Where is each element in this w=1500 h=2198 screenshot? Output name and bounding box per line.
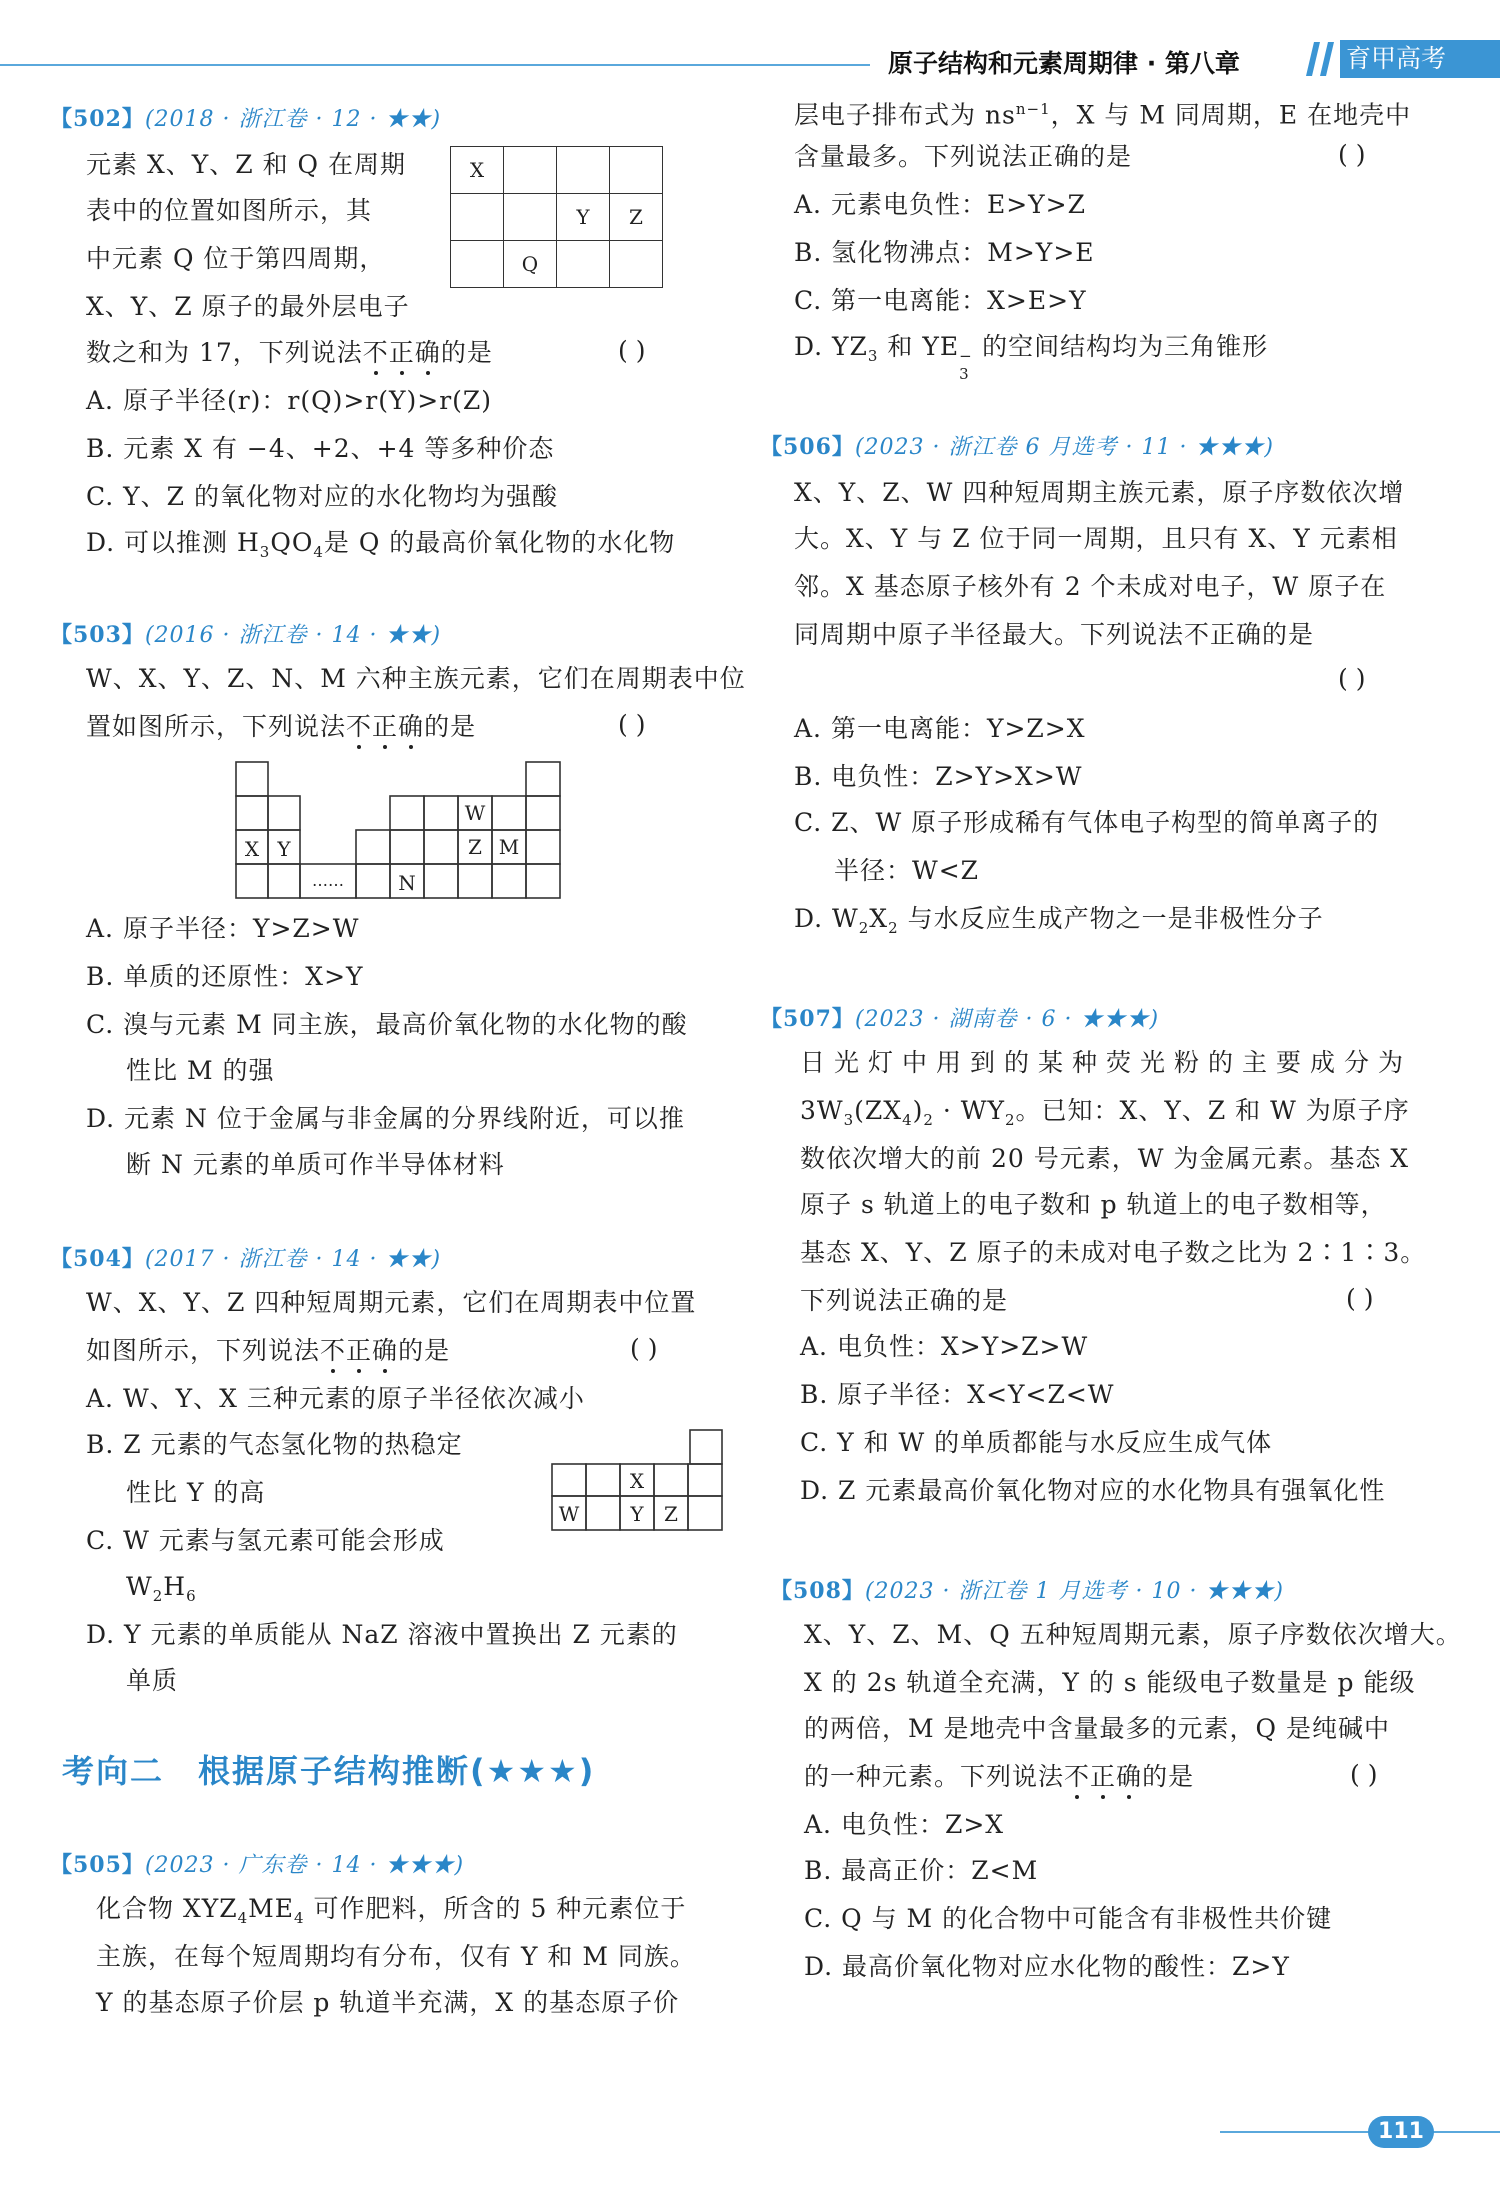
q503-option-b: B. 单质的还原性：X>Y [86,962,364,991]
q505-line-5: 含量最多。下列说法正确的是 [794,142,1133,171]
q506-option-b: B. 电负性：Z>Y>X>W [794,762,1083,791]
q503-option-c-1: C. 溴与元素 M 同主族，最高价氧化物的水化物的酸 [86,1010,688,1039]
table-cell [504,194,557,241]
page-number: 111 [1368,2116,1434,2148]
cell-x: X [244,837,260,861]
question-508-header: 【508】(2023 · 浙江卷 1 月选考 · 10 · ★★★) [770,1578,1285,1604]
table-cell [557,147,610,194]
q506-line-3: 邻。X 基态原子核外有 2 个未成对电子，W 原子在 [794,572,1387,601]
q503-option-d-2: 断 N 元素的单质可作半导体材料 [126,1150,505,1179]
cell-n: N [398,871,416,895]
table-row [451,194,663,241]
q506-line-1: X、Y、Z、W 四种短周期主族元素，原子序数依次增 [794,478,1405,507]
q505-option-a: A. 元素电负性：E>Y>Z [794,190,1086,219]
q502-option-c: C. Y、Z 的氧化物对应的水化物均为强酸 [86,482,558,511]
table-cell: Q [504,241,557,288]
table-cell [451,241,504,288]
section-heading: 考向二 根据原子结构推断(★★★) [62,1752,596,1790]
q504-line-1: W、X、Y、Z 四种短周期元素，它们在周期表中位置 [86,1288,697,1317]
table-cell: X [451,147,504,194]
q504-option-b-2: 性比 Y 的高 [126,1478,266,1507]
q505-option-c: C. 第一电离能：X>E>Y [794,286,1087,315]
q505-line-3: Y 的基态原子价层 p 轨道半充满，X 的基态原子价 [96,1988,680,2017]
q503-line-2: 置如图所示，下列说法不正确的是 [86,710,476,744]
q507-option-a: A. 电负性：X>Y>Z>W [800,1332,1089,1361]
question-507-header: 【507】(2023 · 湖南卷 · 6 · ★★★) [760,1006,1160,1032]
q507-line-3: 数依次增大的前 20 号元素，W 为金属元素。基态 X [800,1144,1410,1173]
table-cell: Z [610,194,663,241]
header-rule [0,64,870,66]
q505-option-d: D. $YZ_3$ 和 YE − 3 的空间结构均为三角锥形 [794,332,1269,383]
q507-line-4: 原子 s 轨道上的电子数和 p 轨道上的电子数相等， [800,1190,1387,1219]
table-cell [451,194,504,241]
q505-line-2: 主族，在每个短周期均有分布，仅有 Y 和 M 同族。 [96,1942,696,1971]
cell-w: W [464,801,486,825]
q502-line-3: 中元素 Q 位于第四周期， [86,244,386,273]
q502-line-1: 元素 X、Y、Z 和 Q 在周期 [86,150,406,179]
q507-option-c: C. Y 和 W 的单质都能与水反应生成气体 [800,1428,1273,1457]
table-row [451,147,663,194]
q503-periodic-table-fragment [234,760,568,900]
q503-option-c-2: 性比 M 的强 [126,1056,275,1085]
q507-answer-paren: ( ) [1346,1284,1374,1313]
q504-option-d-1: D. Y 元素的单质能从 NaZ 溶液中置换出 Z 元素的 [86,1620,678,1649]
q507-line-2: $3W_3(ZX_4)_2 \cdot WY_2$。已知：X、Y、Z 和 W 为原子序 [800,1096,1410,1129]
question-503-header: 【503】(2016 · 浙江卷 · 14 · ★★) [50,622,442,648]
q506-line-4: 同周期中原子半径最大。下列说法不正确的是 [794,620,1315,649]
q508-option-d: D. 最高价氧化物对应水化物的酸性：Z>Y [804,1952,1290,1981]
footer-rule [1220,2131,1500,2133]
q504-option-c-2: $W_2H_6$ [126,1572,197,1605]
q507-option-b: B. 原子半径：X<Y<Z<W [800,1380,1115,1409]
emphasis-not-correct: 不正确 [320,1336,398,1365]
table-cell: Y [557,194,610,241]
q504-line-2: 如图所示，下列说法不正确的是 [86,1334,450,1368]
cell-y: Y [277,837,291,861]
q502-option-d: D. 可以推测 $H_3QO_4$是 Q 的最高价氧化物的水化物 [86,528,676,561]
q503-option-d-1: D. 元素 N 位于金属与非金属的分界线附近，可以推 [86,1104,685,1133]
q507-line-1: 日光灯中用到的某种荧光粉的主要成分为 [800,1048,1413,1077]
q506-option-d: D. $W_2X_2$ 与水反应生成产物之一是非极性分子 [794,904,1324,937]
q505-line-1: 化合物 $XYZ_4ME_4$ 可作肥料，所含的 5 种元素位于 [96,1894,687,1927]
q506-answer-paren: ( ) [1338,664,1366,693]
q502-line-2: 表中的位置如图所示，其 [86,196,373,225]
q502-line-5: 数之和为 17，下列说法不正确的是 [86,336,493,370]
cell-y: Y [630,1502,644,1526]
q506-option-a: A. 第一电离能：Y>Z>X [794,714,1086,743]
emphasis-not-correct: 不正确 [363,338,441,367]
table-cell [504,147,557,194]
q508-line-2: X 的 2s 轨道全充满，Y 的 s 能级电子数量是 p 能级 [804,1668,1416,1697]
q505-line-4: 层电子排布式为 $ns^{n-1}$，X 与 M 同周期，E 在地壳中 [794,100,1412,130]
q508-line-1: X、Y、Z、M、Q 五种短周期元素，原子序数依次增大。 [804,1620,1462,1649]
q504-periodic-table-fragment [550,1428,724,1532]
q502-option-b: B. 元素 X 有 −4、+2、+4 等多种价态 [86,434,555,463]
question-505-header: 【505】(2023 · 广东卷 · 14 · ★★★) [50,1852,465,1878]
question-502-header: 【502】(2018 · 浙江卷 · 12 · ★★) [50,106,442,132]
q504-option-a: A. W、Y、X 三种元素的原子半径依次减小 [86,1384,585,1413]
q505-option-b: B. 氢化物沸点：M>Y>E [794,238,1095,267]
q504-option-d-2: 单质 [126,1666,179,1695]
q507-line-5: 基态 X、Y、Z 原子的未成对电子数之比为 2∶1∶3。 [800,1238,1427,1267]
q508-answer-paren: ( ) [1350,1760,1378,1789]
q508-option-c: C. Q 与 M 的化合物中可能含有非极性共价键 [804,1904,1333,1933]
q508-line-3: 的两倍，M 是地壳中含量最多的元素，Q 是纯碱中 [804,1714,1390,1743]
question-506-header: 【506】(2023 · 浙江卷 6 月选考 · 11 · ★★★) [760,434,1275,460]
cell-m: M [498,835,520,859]
q506-option-c-2: 半径：W<Z [834,856,980,885]
q508-option-a: A. 电负性：Z>X [804,1810,1005,1839]
q507-line-6: 下列说法正确的是 [800,1286,1009,1315]
table-cell [557,241,610,288]
cell-z: Z [664,1502,678,1526]
q506-option-c-1: C. Z、W 原子形成稀有气体电子构型的简单离子的 [794,808,1380,837]
table-cell [610,241,663,288]
emphasis-not-correct: 不正确 [346,712,424,741]
q503-answer-paren: ( ) [618,710,646,739]
q505-answer-paren: ( ) [1338,140,1366,169]
emphasis-not-correct: 不正确 [1064,1762,1142,1791]
q502-periodic-table-fragment [450,146,663,288]
q504-option-c-1: C. W 元素与氢元素可能会形成 [86,1526,445,1555]
q504-answer-paren: ( ) [630,1334,658,1363]
q506-line-2: 大。X、Y 与 Z 位于同一周期，且只有 X、Y 元素相 [794,524,1398,553]
q503-line-1: W、X、Y、Z、N、M 六种主族元素，它们在周期表中位 [86,664,746,693]
q507-option-d: D. Z 元素最高价氧化物对应的水化物具有强氧化性 [800,1476,1386,1505]
q503-option-a: A. 原子半径：Y>Z>W [86,914,360,943]
q502-line-4: X、Y、Z 原子的最外层电子 [86,292,410,321]
q508-option-b: B. 最高正价：Z<M [804,1856,1039,1885]
cell-x: X [629,1469,645,1493]
q502-answer-paren: ( ) [618,336,646,365]
table-row [451,241,663,288]
question-504-header: 【504】(2017 · 浙江卷 · 14 · ★★) [50,1246,442,1272]
q508-line-4: 的一种元素。下列说法不正确的是 [804,1760,1194,1794]
slashes-icon [1306,42,1340,76]
running-header-title: 原子结构和元素周期律 · 第八章 [888,49,1240,78]
cell-ellipsis: …… [312,871,344,890]
cell-z: Z [468,835,482,859]
table-cell [610,147,663,194]
cell-w: W [558,1502,580,1526]
q502-option-a: A. 原子半径(r)：r(Q)>r(Y)>r(Z) [86,386,493,415]
q504-option-b-1: B. Z 元素的气态氢化物的热稳定 [86,1430,463,1459]
brand-badge: 育甲高考 [1340,40,1500,78]
